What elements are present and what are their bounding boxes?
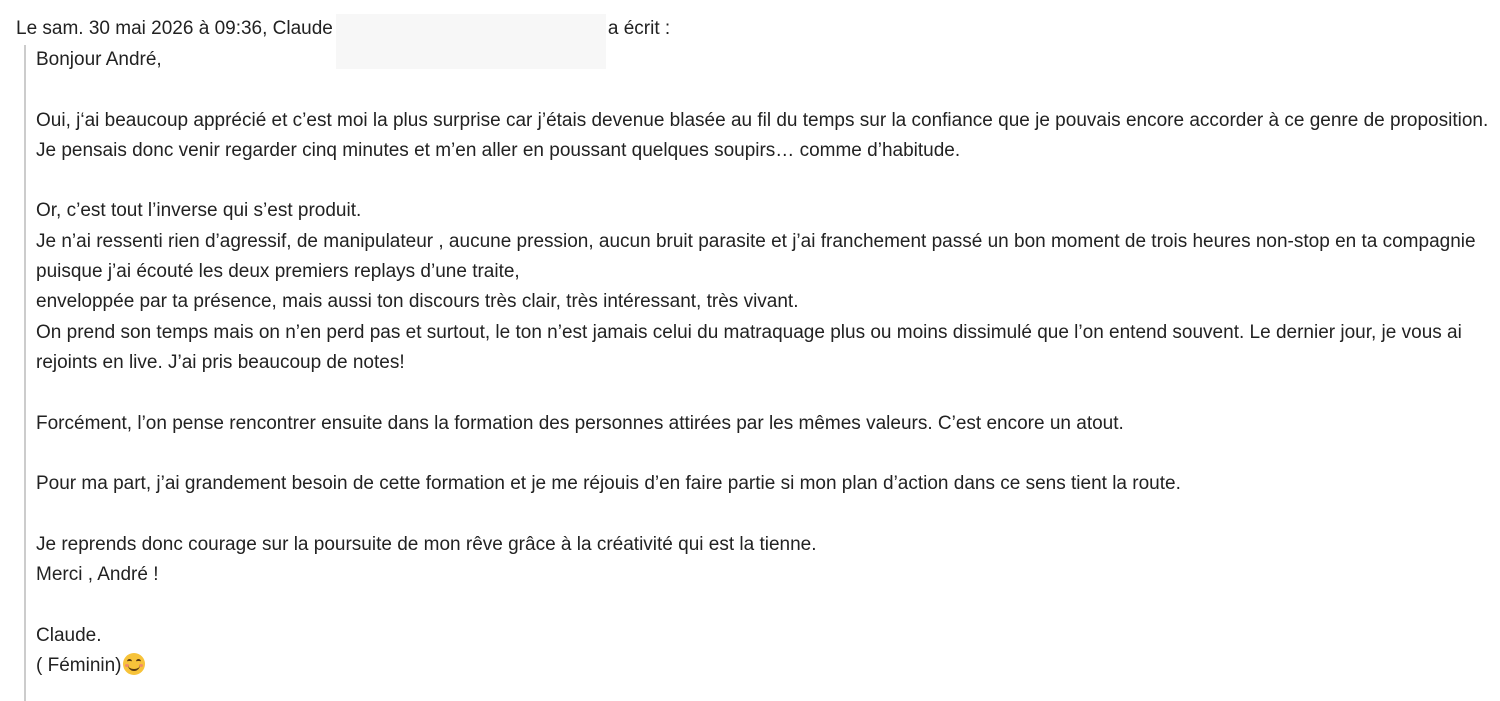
quote-line: Pour ma part, j’ai grandement besoin de cette formation et je me réjouis d’en faire partie si mon plan d’action dans ce sens tient la route. bbox=[36, 473, 1181, 495]
quote-line bbox=[36, 499, 1496, 529]
quote-line bbox=[36, 439, 1496, 469]
quote-line: Or, c’est tout l’inverse qui s’est produit. bbox=[36, 200, 362, 222]
quote-line: On prend son temps mais on n’en perd pas et surtout, le ton n’est jamais celui du matraquage plus ou moins dissimulé que l’on entend souvent. Le dernier jour, je vous ai rejoints en live. J’ai pris beaucoup de notes! bbox=[36, 321, 1462, 373]
quote-line bbox=[36, 75, 1496, 105]
quote-line bbox=[36, 590, 1496, 620]
quote-attribution bbox=[16, 14, 670, 44]
quote-line: Je n’ai ressenti rien d’agressif, de manipulateur , aucune pression, aucun bruit parasite et j’ai franchement passé un bon moment de trois heures non-stop en ta compagnie puisque j’ai écouté les deux premiers replays d’une traite, bbox=[36, 230, 1476, 283]
quote-line: Forcément, l’on pense rencontrer ensuite dans la formation des personnes attirées par les mêmes valeurs. C’est encore un atout. bbox=[36, 412, 1124, 434]
attribution-suffix: a écrit : bbox=[607, 18, 671, 39]
quote-line: Claude. bbox=[36, 624, 102, 646]
quote-last-line bbox=[36, 651, 1496, 681]
attribution-prefix: Le sam. 30 mai 2026 à 09:36, Claude bbox=[16, 18, 333, 39]
quote-line: Je reprends donc courage sur la poursuite de mon rêve grâce à la créativité qui est la tienne. bbox=[36, 533, 817, 555]
quoted-message bbox=[24, 45, 1500, 701]
quote-line: Bonjour André, bbox=[36, 49, 162, 70]
quote-line: ( Féminin) bbox=[36, 654, 122, 676]
quote-line bbox=[36, 378, 1496, 408]
quote-line: Oui, j‘ai beaucoup apprécié et c’est moi la plus surprise car j’étais devenue blasée au fil du temps sur la confiance que je pouvais encore accorder à ce genre de proposition. Je pensais donc venir regarder cinq minutes et m’en aller en poussant quelques soupirs… comme d’habitude. bbox=[36, 109, 1489, 161]
smiling-face-icon bbox=[123, 653, 145, 675]
quote-line: enveloppée par ta présence, mais aussi ton discours très clair, très intéressant, très vivant. bbox=[36, 291, 799, 313]
quote-line: Merci , André ! bbox=[36, 564, 159, 586]
quote-line bbox=[36, 166, 1496, 196]
